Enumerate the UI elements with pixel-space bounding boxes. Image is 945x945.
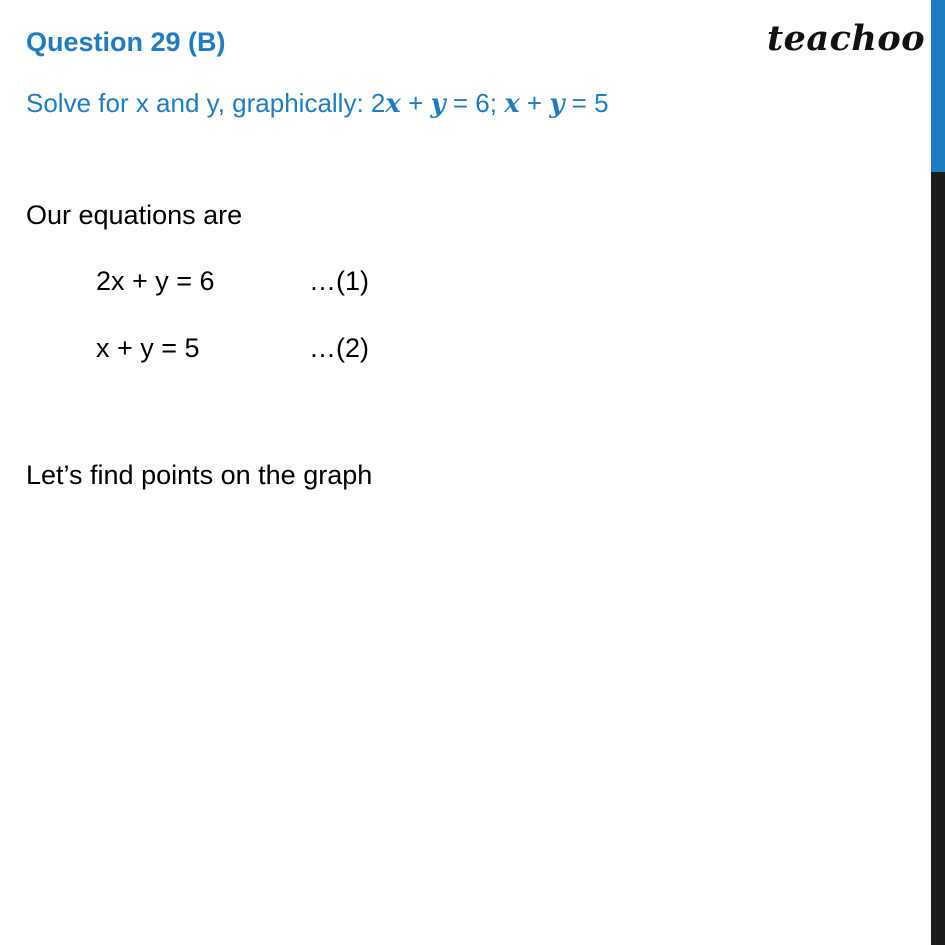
variable-y: 𝒚 xyxy=(430,89,446,119)
question-suffix: = 5 xyxy=(564,88,609,118)
plus-sign: + xyxy=(519,88,550,118)
question-statement xyxy=(26,88,609,119)
plus-sign: + xyxy=(400,88,431,118)
variable-x: 𝒙 xyxy=(504,89,520,119)
variable-y: 𝒚 xyxy=(549,89,565,119)
variable-x: 𝒙 xyxy=(385,89,401,119)
question-middle: = 6; xyxy=(445,88,505,118)
question-heading: Question 29 (B) xyxy=(26,27,226,57)
question-prefix: Solve for x and y, graphically: 2 xyxy=(26,88,386,118)
intro-text: Our equations are xyxy=(26,200,243,230)
next-step-text: Let’s find points on the graph xyxy=(26,460,373,490)
equation-2-ref: …(2) xyxy=(309,333,369,363)
teachoo-logo: teachoo xyxy=(767,18,926,59)
sidebar-accent-bar xyxy=(931,0,945,172)
equation-2: x + y = 5 xyxy=(96,333,200,363)
equation-1: 2x + y = 6 xyxy=(96,266,215,296)
equation-1-ref: …(1) xyxy=(309,266,369,296)
